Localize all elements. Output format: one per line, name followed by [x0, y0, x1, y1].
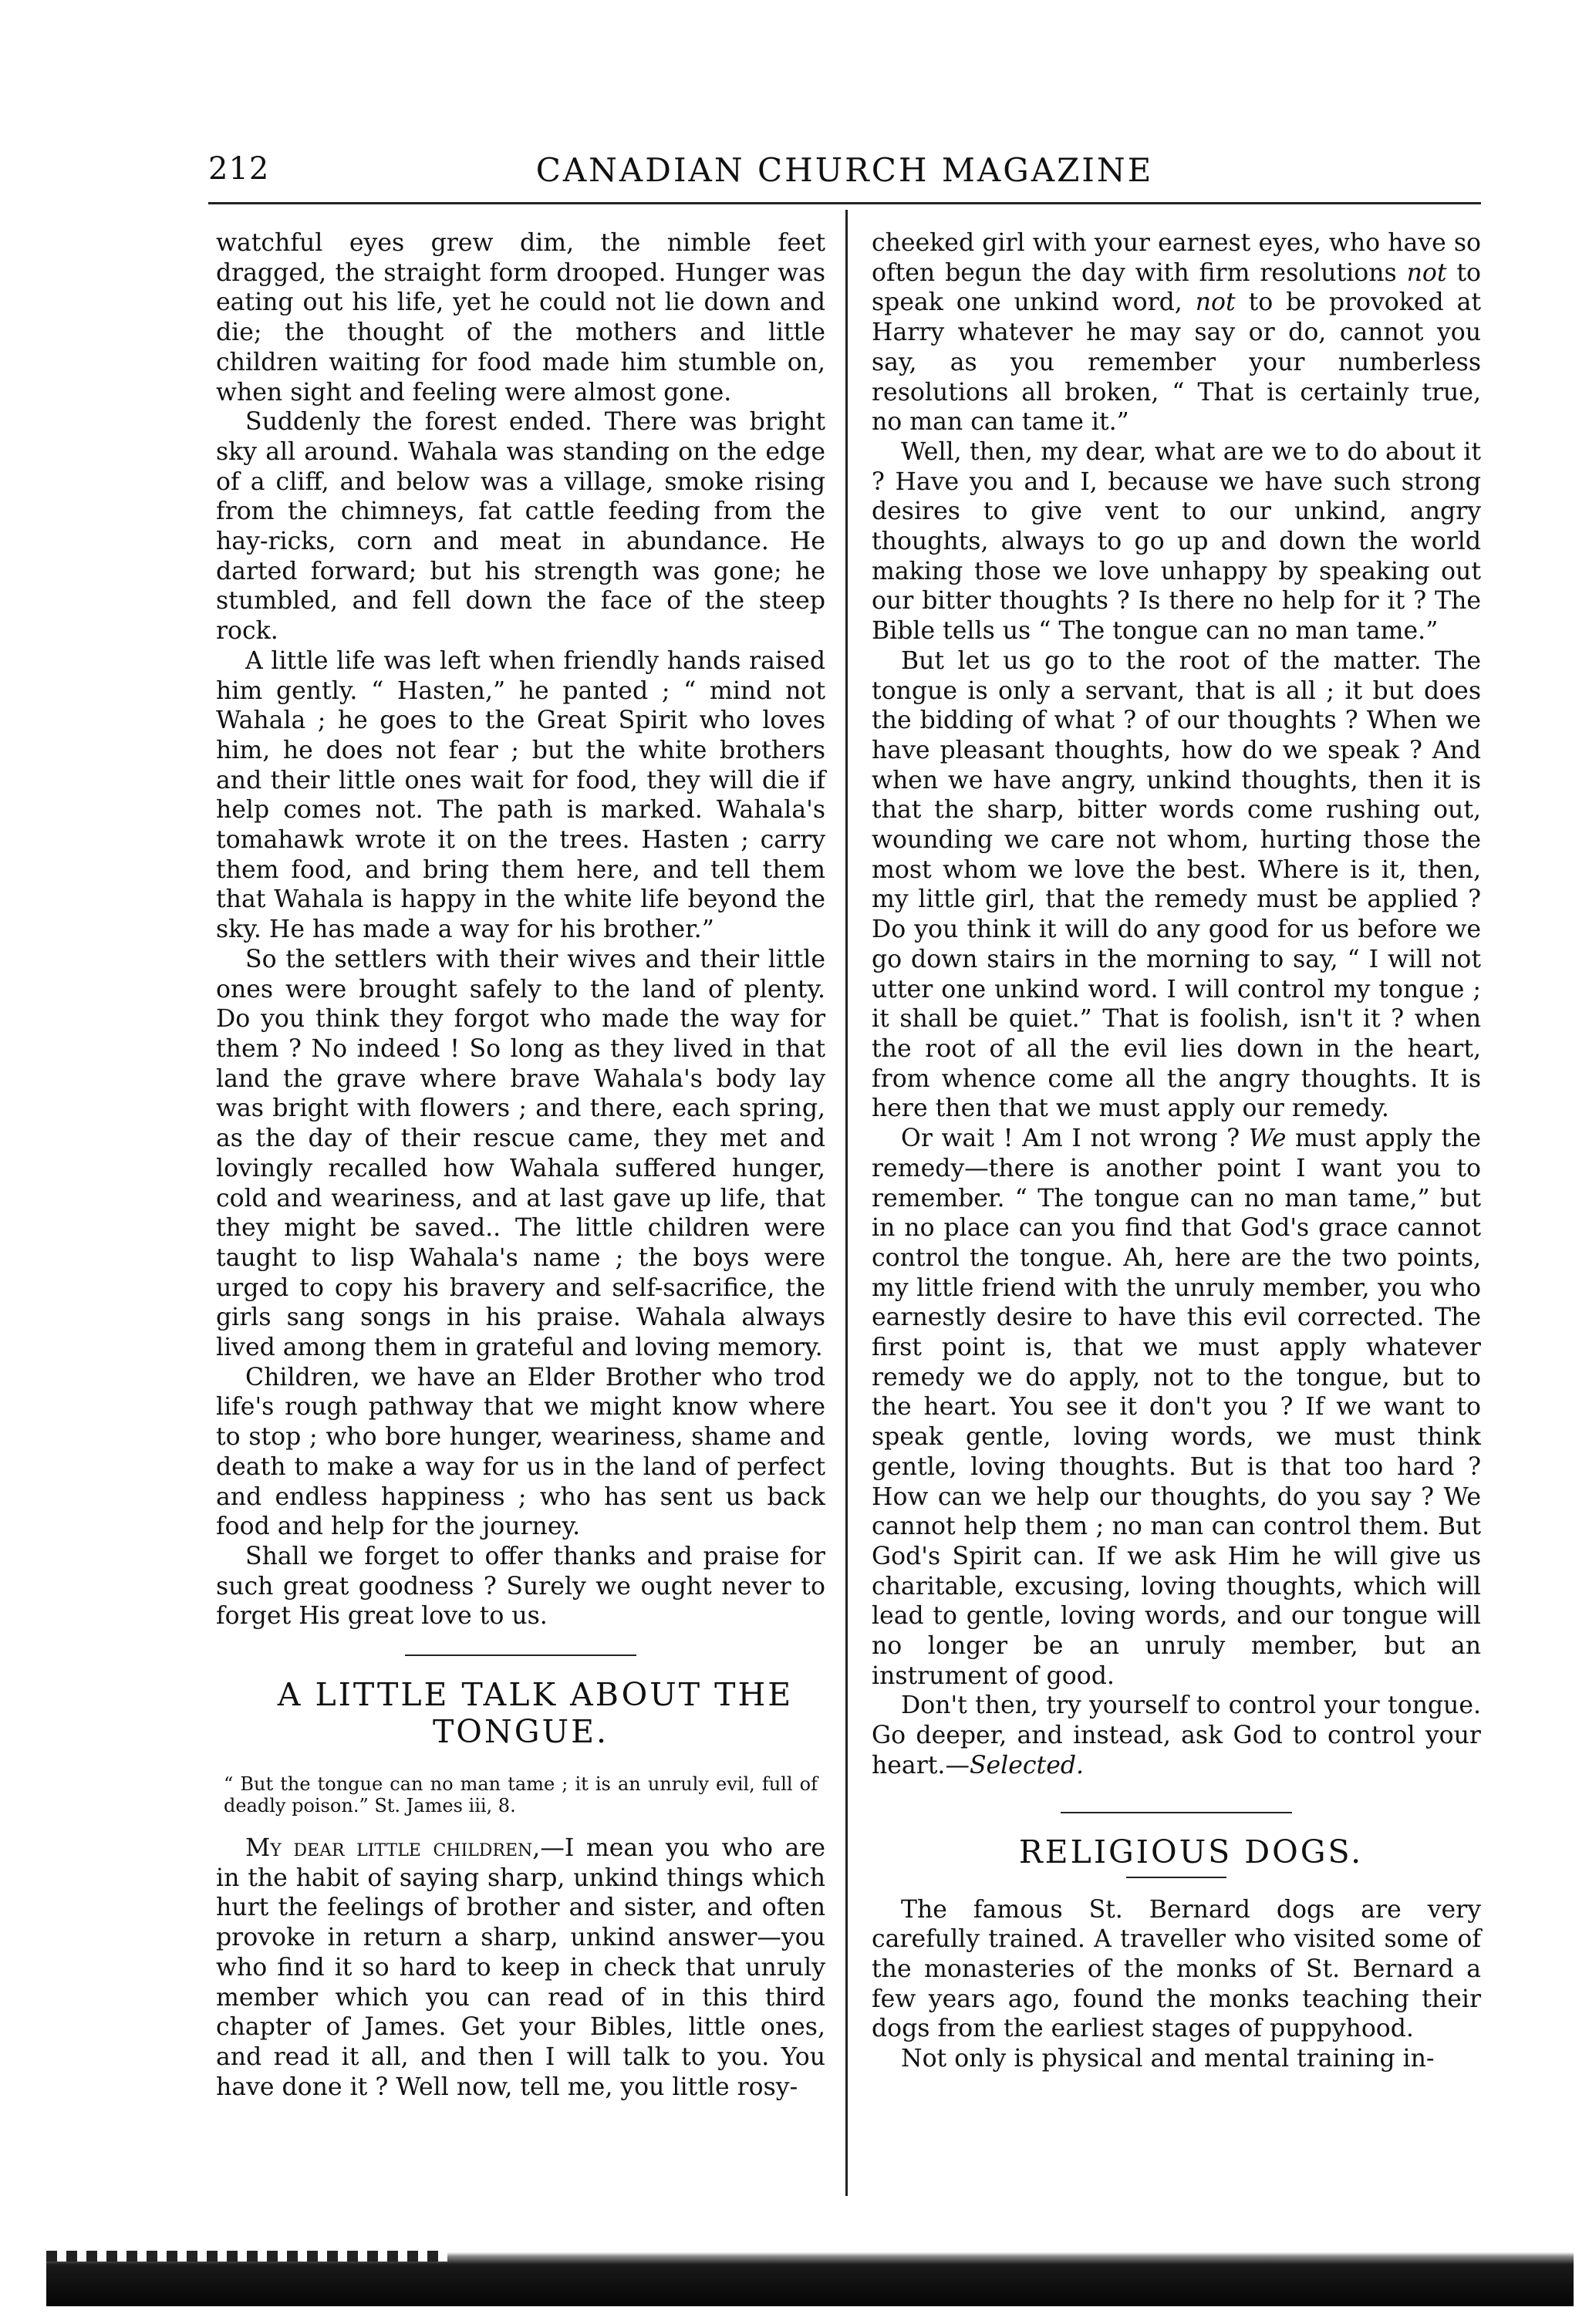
scan-edge-band — [46, 2237, 1574, 2306]
paragraph-text: cheeked girl with your earnest eyes, who have so often begun the day with firm resolutions — [872, 229, 1481, 287]
paragraph-text: to be provoked at Harry whatever he may say or do, cannot you say, as you remember your numberless resolutions all broken, “ That is certainly true, no man can tame it.” — [872, 288, 1482, 437]
paragraph-text: Don't then, try yourself to control your tongue. Go deeper, and instead, ask God to control your heart.— — [872, 1692, 1481, 1779]
article-title: RELIGIOUS DOGS. — [1018, 1833, 1364, 1870]
emphasis: not — [1406, 258, 1447, 287]
right-column — [872, 228, 1481, 2074]
emphasis: not — [1195, 288, 1236, 317]
paragraph: Well, then, my dear, what are we to do about it ? Have you and I, because we have such strong desires to give vent to our unkind, angry thoughts, always to go up and down the world making those we love unhappy by speaking out our bitter thoughts ? Is there no help for it ? The Bible tells us “ The tongue can no man tame.” — [872, 437, 1481, 646]
article-title: A LITTLE TALK ABOUT THE TONGUE. — [277, 1676, 794, 1751]
epigraph: “ But the tongue can no man tame ; it is an unruly evil, full of deadly poison.” St. James iii, 8. — [224, 1773, 818, 1817]
page-number: 212 — [208, 151, 270, 187]
paragraph: Children, we have an Elder Brother who trod life's rough pathway that we might know where to stop ; who bore hunger, weariness, shame and death to make a way for us in the land of perfect and endless happiness ; who has sent us back food and help for the journey. — [216, 1363, 825, 1541]
left-column — [216, 228, 825, 2102]
paragraph: Shall we forget to offer thanks and praise for such great goodness ? Surely we ought never to forget His great love to us. — [216, 1542, 825, 1631]
scan-edge-dashes — [46, 2251, 447, 2262]
paragraph-text: must apply the remedy—there is another point I want you to remember. “ The tongue can no man tame,” but in no place can you find that God's grace cannot control the tongue. Ah, here are the two points, my little friend with the unruly member, you who earnestly desire to have this evil corrected. The first point is, that we must apply whatever remedy we do apply, not to the tongue, but to the heart. You see it don't you ? If we want to speak gentle, loving words, we must think gentle, loving thoughts. But is that too hard ? How can we help our thoughts, do you say ? We cannot help them ; no man can control them. But God's Spirit can. If we ask Him he will give us charitable, excusing, loving thoughts, which will lead to gentle, loving words, and our tongue will no longer be an unruly member, but an instrument of good. — [872, 1125, 1481, 1690]
emphasis: Selected. — [969, 1751, 1085, 1779]
paragraph: But let us go to the root of the matter. The tongue is only a servant, that is all ; it but does the bidding of what ? of our thoughts ? When we have pleasant thoughts, how do we speak ? And when we have angry, unkind thoughts, then it is that the sharp, bitter words come rushing out, wounding we care not whom, hurting those the most whom we love the best. Where is it, then, my little girl, that the remedy must be applied ? Do you think it will do any good for us before we go down stairs in the morning to say, “ I will not utter one unkind word. I will control my tongue ; it shall be quiet.” That is foolish, isn't it ? when the root of all the evil lies down in the heart, from whence come all the angry thoughts. It is here then that we must apply our remedy. — [872, 646, 1481, 1123]
paragraph: A little life was left when friendly hands raised him gently. “ Hasten,” he panted ; “ mind not Wahala ; he goes to the Great Spirit who loves him, he does not fear ; but the white brothers and their little ones wait for food, they will die if help comes not. The path is marked. Wahala's tomahawk wrote it on the trees. Hasten ; carry them food, and bring them here, and tell them that Wahala is happy in the white life beyond the sky. He has made a way for his brother.” — [216, 646, 825, 944]
title-underline — [1126, 1877, 1226, 1878]
paragraph: Suddenly the forest ended. There was bright sky all around. Wahala was standing on the edge of a cliff, and below was a village, smoke rising from the chimneys, fat cattle feeding from the hay-ricks, corn and meat in abundance. He darted forward; but his strength was gone; he stumbled, and fell down the face of the steep rock. — [216, 408, 825, 646]
column-divider — [845, 210, 848, 2196]
section-divider — [1061, 1812, 1292, 1813]
page-header — [208, 151, 1481, 199]
paragraph — [872, 1124, 1481, 1691]
section-divider — [405, 1654, 636, 1656]
paragraph — [872, 228, 1481, 437]
paragraph-text: to speak one unkind word, — [872, 258, 1481, 317]
paragraph: The famous St. Bernard dogs are very carefully trained. A traveller who visited some of the monasteries of the monks of St. Bernard a few years ago, found the monks teaching their dogs from the earliest stages of puppyhood. — [872, 1895, 1481, 2043]
header-rule — [208, 202, 1481, 204]
paragraph — [872, 1691, 1481, 1780]
paragraph: watchful eyes grew dim, the nimble feet dragged, the straight form drooped. Hunger was eating out his life, yet he could not lie down and die; the thought of the mothers and little children waiting for food made him stumble on, when sight and feeling were almost gone. — [216, 229, 825, 406]
paragraph-text: Or wait ! Am I not wrong ? — [901, 1125, 1249, 1153]
paragraph — [216, 1833, 825, 2102]
emphasis: We — [1248, 1125, 1287, 1153]
paragraph: So the settlers with their wives and their little ones were brought safely to the land of plenty. Do you think they forgot who made the way for them ? No indeed ! So long as they lived in that land the grave where brave Wahala's body lay was bright with flowers ; and there, each spring, as the day of their rescue came, they met and lovingly recalled how Wahala suffered hunger, cold and weariness, and at last gave up life, that they might be saved.. The little children were taught to lisp Wahala's name ; the boys were urged to copy his bravery and self-sacrifice, the girls sang songs in his praise. Wahala always lived among them in grateful and loving memory. — [216, 945, 825, 1362]
running-title: CANADIAN CHURCH MAGAZINE — [535, 151, 1154, 189]
paragraph: Not only is physical and mental training in- — [901, 2045, 1435, 2073]
salutation: My dear little children, — [245, 1834, 541, 1863]
paragraph-text: —I mean you who are in the habit of saying sharp, unkind things which hurt the feelings of brother and sister, and often provoke in return a sharp, unkind answer—you who find it so hard to keep in check that unruly member which you can read of in this third chapter of James. Get your Bibles, little ones, and read it all, and then I will talk to you. You have done it ? Well now, tell me, you little rosy- — [216, 1834, 825, 2101]
